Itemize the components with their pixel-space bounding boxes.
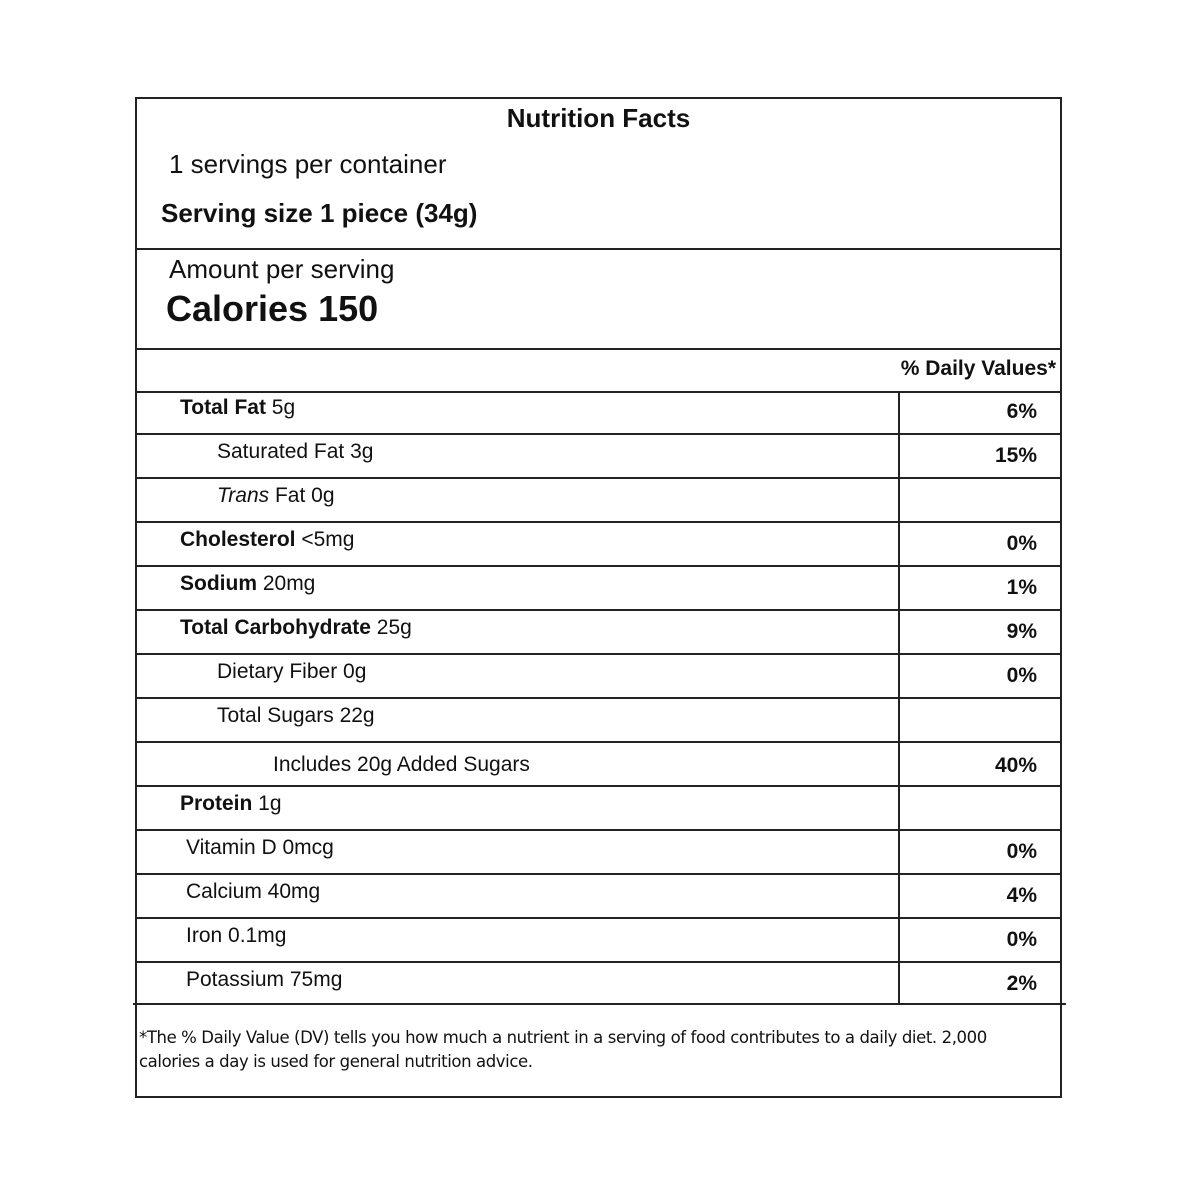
nutrient-dv: 6% [898, 391, 1060, 433]
serving-size: Serving size 1 piece (34g) [161, 198, 478, 228]
nutrient-name: Total Sugars 22g [217, 704, 375, 727]
nutrient-dv: 9% [898, 611, 1060, 653]
nutrient-row-saturated-fat [137, 435, 1060, 479]
calories: Calories 150 [166, 288, 379, 329]
nutrient-name [180, 526, 354, 554]
nutrient-row-potassium [137, 963, 1060, 1005]
nutrient-row-iron [137, 919, 1060, 963]
nutrient-amount: Fat 0g [269, 484, 335, 507]
nutrient-row-cholesterol [137, 523, 1060, 567]
nutrient-dv: 0% [898, 655, 1060, 697]
nutrient-label: Total Carbohydrate [180, 616, 371, 639]
nutrient-name [180, 570, 315, 598]
nutrient-row-added-sugars [137, 743, 1060, 787]
nutrient-amount: 1g [252, 792, 282, 815]
nutrient-dv: 0% [898, 831, 1060, 873]
nutrient-dv: 15% [898, 435, 1060, 477]
servings-per-container: 1 servings per container [169, 149, 447, 179]
nutrient-name [217, 482, 335, 510]
nutrient-label: Sodium [180, 572, 257, 595]
nutrient-row-total-sugars [137, 699, 1060, 743]
nutrient-row-trans-fat [137, 479, 1060, 523]
nutrient-row-protein [137, 787, 1060, 831]
label-header [137, 99, 1060, 250]
nutrient-dv [898, 479, 1060, 521]
nutrient-dv: 2% [898, 963, 1060, 1005]
nutrient-dv: 0% [898, 919, 1060, 961]
nutrient-row-total-carbohydrate [137, 611, 1060, 655]
daily-values-header-text: % Daily Values* [900, 357, 1056, 380]
nutrient-row-dietary-fiber [137, 655, 1060, 699]
calories-block [137, 248, 1060, 350]
nutrient-amount: 20mg [257, 572, 316, 595]
nutrient-amount: <5mg [295, 528, 355, 551]
nutrient-name [180, 614, 412, 642]
nutrient-dv: 4% [898, 875, 1060, 917]
nutrient-name: Saturated Fat 3g [217, 440, 374, 463]
amount-per-serving: Amount per serving [169, 254, 395, 284]
label-title: Nutrition Facts [506, 103, 691, 133]
nutrient-name: Vitamin D 0mcg [186, 836, 334, 859]
nutrient-table [137, 391, 1060, 1005]
nutrient-name [180, 394, 295, 422]
nutrition-facts-label [135, 97, 1062, 1098]
nutrient-row-total-fat [137, 391, 1060, 435]
nutrient-amount: 5g [265, 396, 296, 419]
nutrient-row-calcium [137, 875, 1060, 919]
nutrient-name: Includes 20g Added Sugars [273, 753, 530, 776]
nutrient-dv [898, 699, 1060, 741]
nutrient-dv: 1% [898, 567, 1060, 609]
nutrient-name: Potassium 75mg [186, 968, 343, 991]
nutrient-amount: 25g [370, 616, 412, 639]
nutrient-name [180, 790, 282, 818]
daily-value-footnote: *The % Daily Value (DV) tells you how much a nutrient in a serving of food contributes to a daily diet. 2,000 calories a day is used for general nutrition advice. [139, 1028, 987, 1071]
nutrient-name: Iron 0.1mg [186, 924, 287, 947]
footnote-divider [133, 1003, 1066, 1005]
nutrient-row-vitamin-d [137, 831, 1060, 875]
nutrient-name: Dietary Fiber 0g [217, 660, 367, 683]
nutrient-label: Cholesterol [180, 528, 296, 551]
nutrient-dv: 40% [898, 743, 1060, 785]
nutrient-name: Calcium 40mg [186, 880, 321, 903]
nutrient-dv: 0% [898, 523, 1060, 565]
nutrient-dv [898, 787, 1060, 829]
nutrient-label: Protein [180, 792, 253, 815]
nutrient-row-sodium [137, 567, 1060, 611]
nutrient-label: Trans [217, 484, 270, 507]
daily-values-header [137, 350, 1060, 393]
nutrient-label: Total Fat [180, 396, 266, 419]
